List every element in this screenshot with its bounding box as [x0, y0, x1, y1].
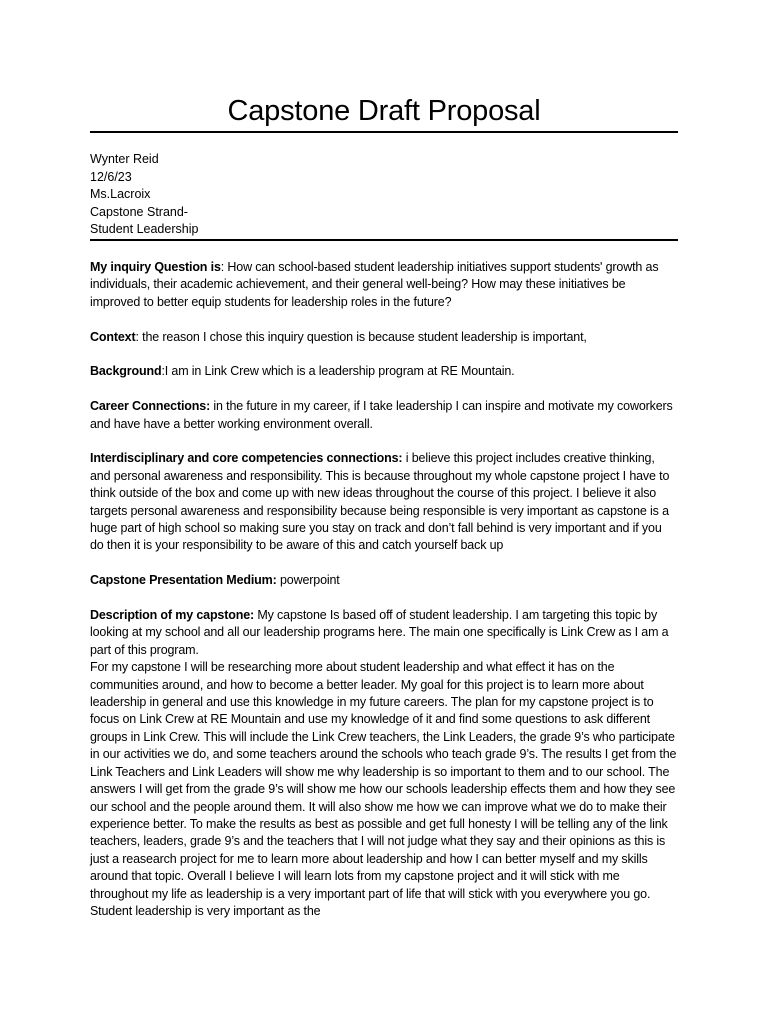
proposal-body [90, 259, 678, 920]
inquiry-paragraph [90, 259, 678, 311]
background-paragraph [90, 363, 678, 380]
interdisciplinary-paragraph [90, 450, 678, 554]
context-paragraph [90, 329, 678, 346]
submission-date: 12/6/23 [90, 169, 132, 184]
medium-label: Capstone Presentation Medium: [90, 573, 277, 588]
medium-text: powerpoint [276, 573, 340, 588]
description-continuation: For my capstone I will be researching more about student leadership and what effect it has on the communities around, and how to become a better leader. My goal for this project is to learn more about leadership in general and use this knowledge in my future careers. The plan for my capstone project is to focus on Link Crew at RE Mountain and use my knowledge of it and find some questions to ask different groups in Link Crew. This will include the Link Crew teachers, the Link Leaders, the grade 9’s who participate in our activities we do, and some teachers around the schools who teach grade 9’s. The results I get from the Link Teachers and Link Leaders will show me why leadership is so important to them and to our school. The answers I will get from the grade 9’s will show me how our schools leadership effects them and how they see our school and the people around them. It will also show me how we can improve what we do to make their experience better. To make the results as best as possible and get full honesty I will be telling any of the link teachers, leaders, grade 9’s and the teachers that I will not judge what they say and their opinions as this is just a reasearch project for me to learn more about leadership and how I can better myself and my skills around that topic. Overall I believe I will learn lots from my capstone project and it will stick with me throughout my life as leadership is a very important part of life that will stick with you everywhere you go. Student leadership is very important as the [90, 660, 677, 918]
title-divider [90, 131, 678, 133]
background-text: :I am in Link Crew which is a leadership program at RE Mountain. [161, 364, 515, 379]
document-title: Capstone Draft Proposal [227, 95, 541, 127]
description-label: Description of my capstone: [90, 608, 255, 623]
career-paragraph [90, 398, 678, 433]
context-label: Context [90, 329, 136, 344]
description-paragraph [90, 607, 678, 659]
career-label: Career Connections: [90, 399, 211, 414]
teacher-name: Ms.Lacroix [90, 187, 151, 201]
student-name: Wynter Reid [90, 152, 159, 166]
student-info-block [90, 151, 678, 239]
interdisciplinary-text: i believe this project includes creative thinking, and personal awareness and responsibility. This is because throughout my whole capstone project I have to think outside of the box and come up with new ideas throughout the course of this project. I believe it also targets personal awareness and responsibility because being responsible is very important as capstone is a huge part of high school so making sure you stay on track and don’t fall behind is very important and if you do then it is your responsibility to be aware of this and catch yourself back up [90, 451, 670, 553]
inquiry-label: My inquiry Question is [90, 260, 221, 274]
inquiry-text: : How can school-based student leadership initiatives support students' growth as individuals, their academic achievement, and their general well-being? How may these initiatives be improved to better equip students for leadership roles in the future? [90, 260, 659, 309]
medium-paragraph [90, 572, 678, 589]
context-text: : the reason I chose this inquiry question is because student leadership is important, [135, 329, 587, 344]
strand-value: Student Leadership [90, 222, 199, 236]
description-text: My capstone Is based off of student leadership. I am targeting this topic by looking at my school and all our leadership programs here. The main one specifically is Link Crew as I am a part of this program. [90, 608, 669, 657]
background-label: Background [90, 364, 162, 379]
strand-label: Capstone Strand- [90, 204, 188, 219]
header-divider [90, 239, 678, 241]
career-text: in the future in my career, if I take leadership I can inspire and motivate my coworkers and have have a better working environment overall. [90, 399, 673, 431]
interdisciplinary-label: Interdisciplinary and core competencies connections: [90, 451, 403, 466]
